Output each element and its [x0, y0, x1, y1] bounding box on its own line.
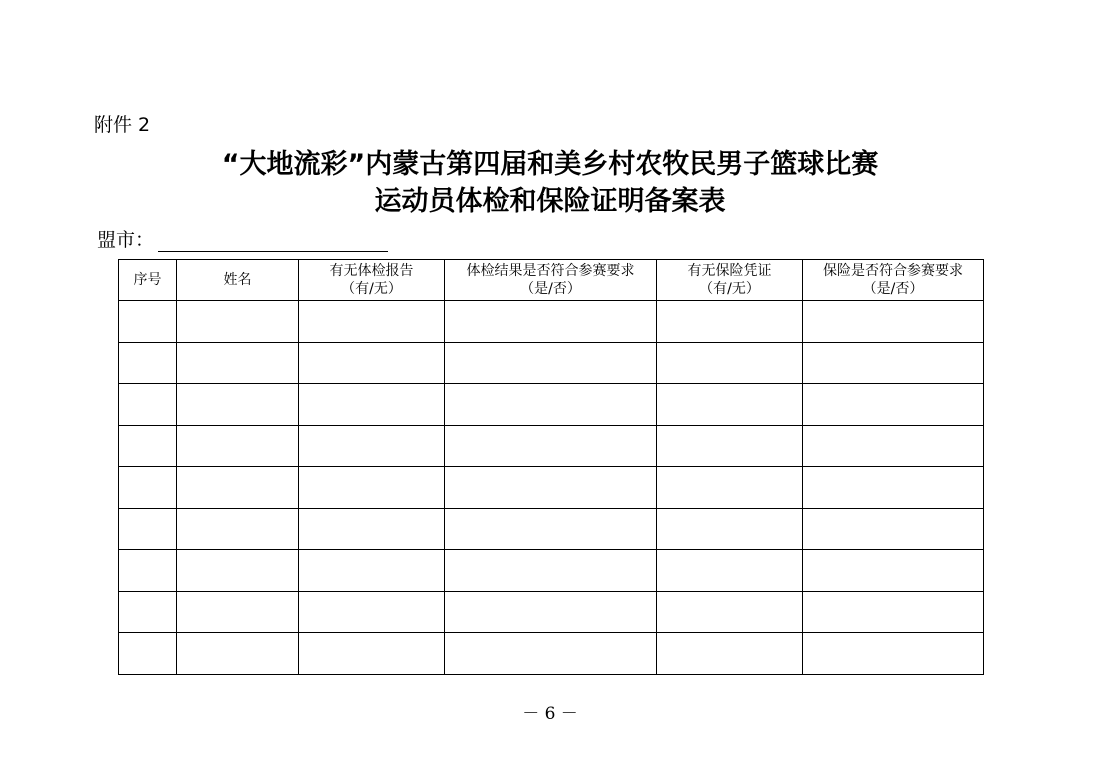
table-row [119, 508, 984, 550]
table-cell[interactable] [299, 425, 445, 467]
table-cell[interactable] [177, 508, 299, 550]
table-cell[interactable] [445, 425, 657, 467]
table-header-row [119, 260, 984, 301]
table-cell[interactable] [119, 425, 177, 467]
column-header-serial-number: 序号 [119, 260, 177, 301]
table-cell[interactable] [445, 591, 657, 633]
table-cell[interactable] [657, 467, 803, 509]
table-cell[interactable] [445, 550, 657, 592]
table-cell[interactable] [177, 550, 299, 592]
table-cell[interactable] [299, 301, 445, 343]
table-row [119, 633, 984, 675]
table-cell[interactable] [119, 467, 177, 509]
table-cell[interactable] [445, 633, 657, 675]
table-row [119, 342, 984, 384]
table-cell[interactable] [119, 591, 177, 633]
league-blank-line[interactable] [158, 231, 388, 252]
column-header-medical-result: 体检结果是否符合参赛要求 （是/否） [445, 260, 657, 301]
table-cell[interactable] [299, 384, 445, 426]
table-cell[interactable] [803, 467, 984, 509]
column-header-name: 姓名 [177, 260, 299, 301]
page-number: － 6 － [522, 704, 578, 724]
table-cell[interactable] [177, 591, 299, 633]
table-cell[interactable] [445, 342, 657, 384]
table-row [119, 425, 984, 467]
table-cell[interactable] [119, 550, 177, 592]
league-field [97, 228, 388, 252]
table-cell[interactable] [445, 384, 657, 426]
table-cell[interactable] [657, 425, 803, 467]
table-cell[interactable] [119, 301, 177, 343]
table-cell[interactable] [803, 425, 984, 467]
table-cell[interactable] [803, 384, 984, 426]
table-cell[interactable] [657, 301, 803, 343]
table-body [119, 301, 984, 675]
table-cell[interactable] [299, 508, 445, 550]
table-cell[interactable] [119, 342, 177, 384]
table-cell[interactable] [657, 591, 803, 633]
table-row [119, 550, 984, 592]
table-cell[interactable] [445, 508, 657, 550]
column-header-insurance-voucher: 有无保险凭证 （有/无） [657, 260, 803, 301]
table-cell[interactable] [119, 384, 177, 426]
column-header-medical-report: 有无体检报告 （有/无） [299, 260, 445, 301]
document-title-line-1: “大地流彩”内蒙古第四届和美乡村农牧民男子篮球比赛 [221, 149, 879, 180]
table-cell[interactable] [803, 633, 984, 675]
table-cell[interactable] [177, 425, 299, 467]
table-cell[interactable] [119, 633, 177, 675]
table-cell[interactable] [299, 550, 445, 592]
table-cell[interactable] [803, 342, 984, 384]
table-cell[interactable] [657, 384, 803, 426]
table-cell[interactable] [299, 633, 445, 675]
table-cell[interactable] [803, 508, 984, 550]
registration-table [118, 259, 984, 675]
table-cell[interactable] [657, 633, 803, 675]
table-cell[interactable] [177, 384, 299, 426]
table-cell[interactable] [177, 301, 299, 343]
attachment-label: 附件 2 [94, 114, 151, 136]
table-row [119, 591, 984, 633]
table-cell[interactable] [803, 301, 984, 343]
table-cell[interactable] [177, 467, 299, 509]
column-header-insurance-compliance: 保险是否符合参赛要求 （是/否） [803, 260, 984, 301]
table-cell[interactable] [657, 508, 803, 550]
table-cell[interactable] [657, 550, 803, 592]
table-cell[interactable] [657, 342, 803, 384]
table-cell[interactable] [177, 633, 299, 675]
table-cell[interactable] [177, 342, 299, 384]
document-title-line-2: 运动员体检和保险证明备案表 [374, 186, 726, 217]
table-cell[interactable] [299, 342, 445, 384]
table-cell[interactable] [803, 550, 984, 592]
table-cell[interactable] [299, 467, 445, 509]
league-label: 盟市： [97, 229, 155, 251]
table-cell[interactable] [445, 301, 657, 343]
table-cell[interactable] [119, 508, 177, 550]
table-cell[interactable] [803, 591, 984, 633]
table-row [119, 301, 984, 343]
table-row [119, 384, 984, 426]
table-row [119, 467, 984, 509]
table-cell[interactable] [445, 467, 657, 509]
table-cell[interactable] [299, 591, 445, 633]
